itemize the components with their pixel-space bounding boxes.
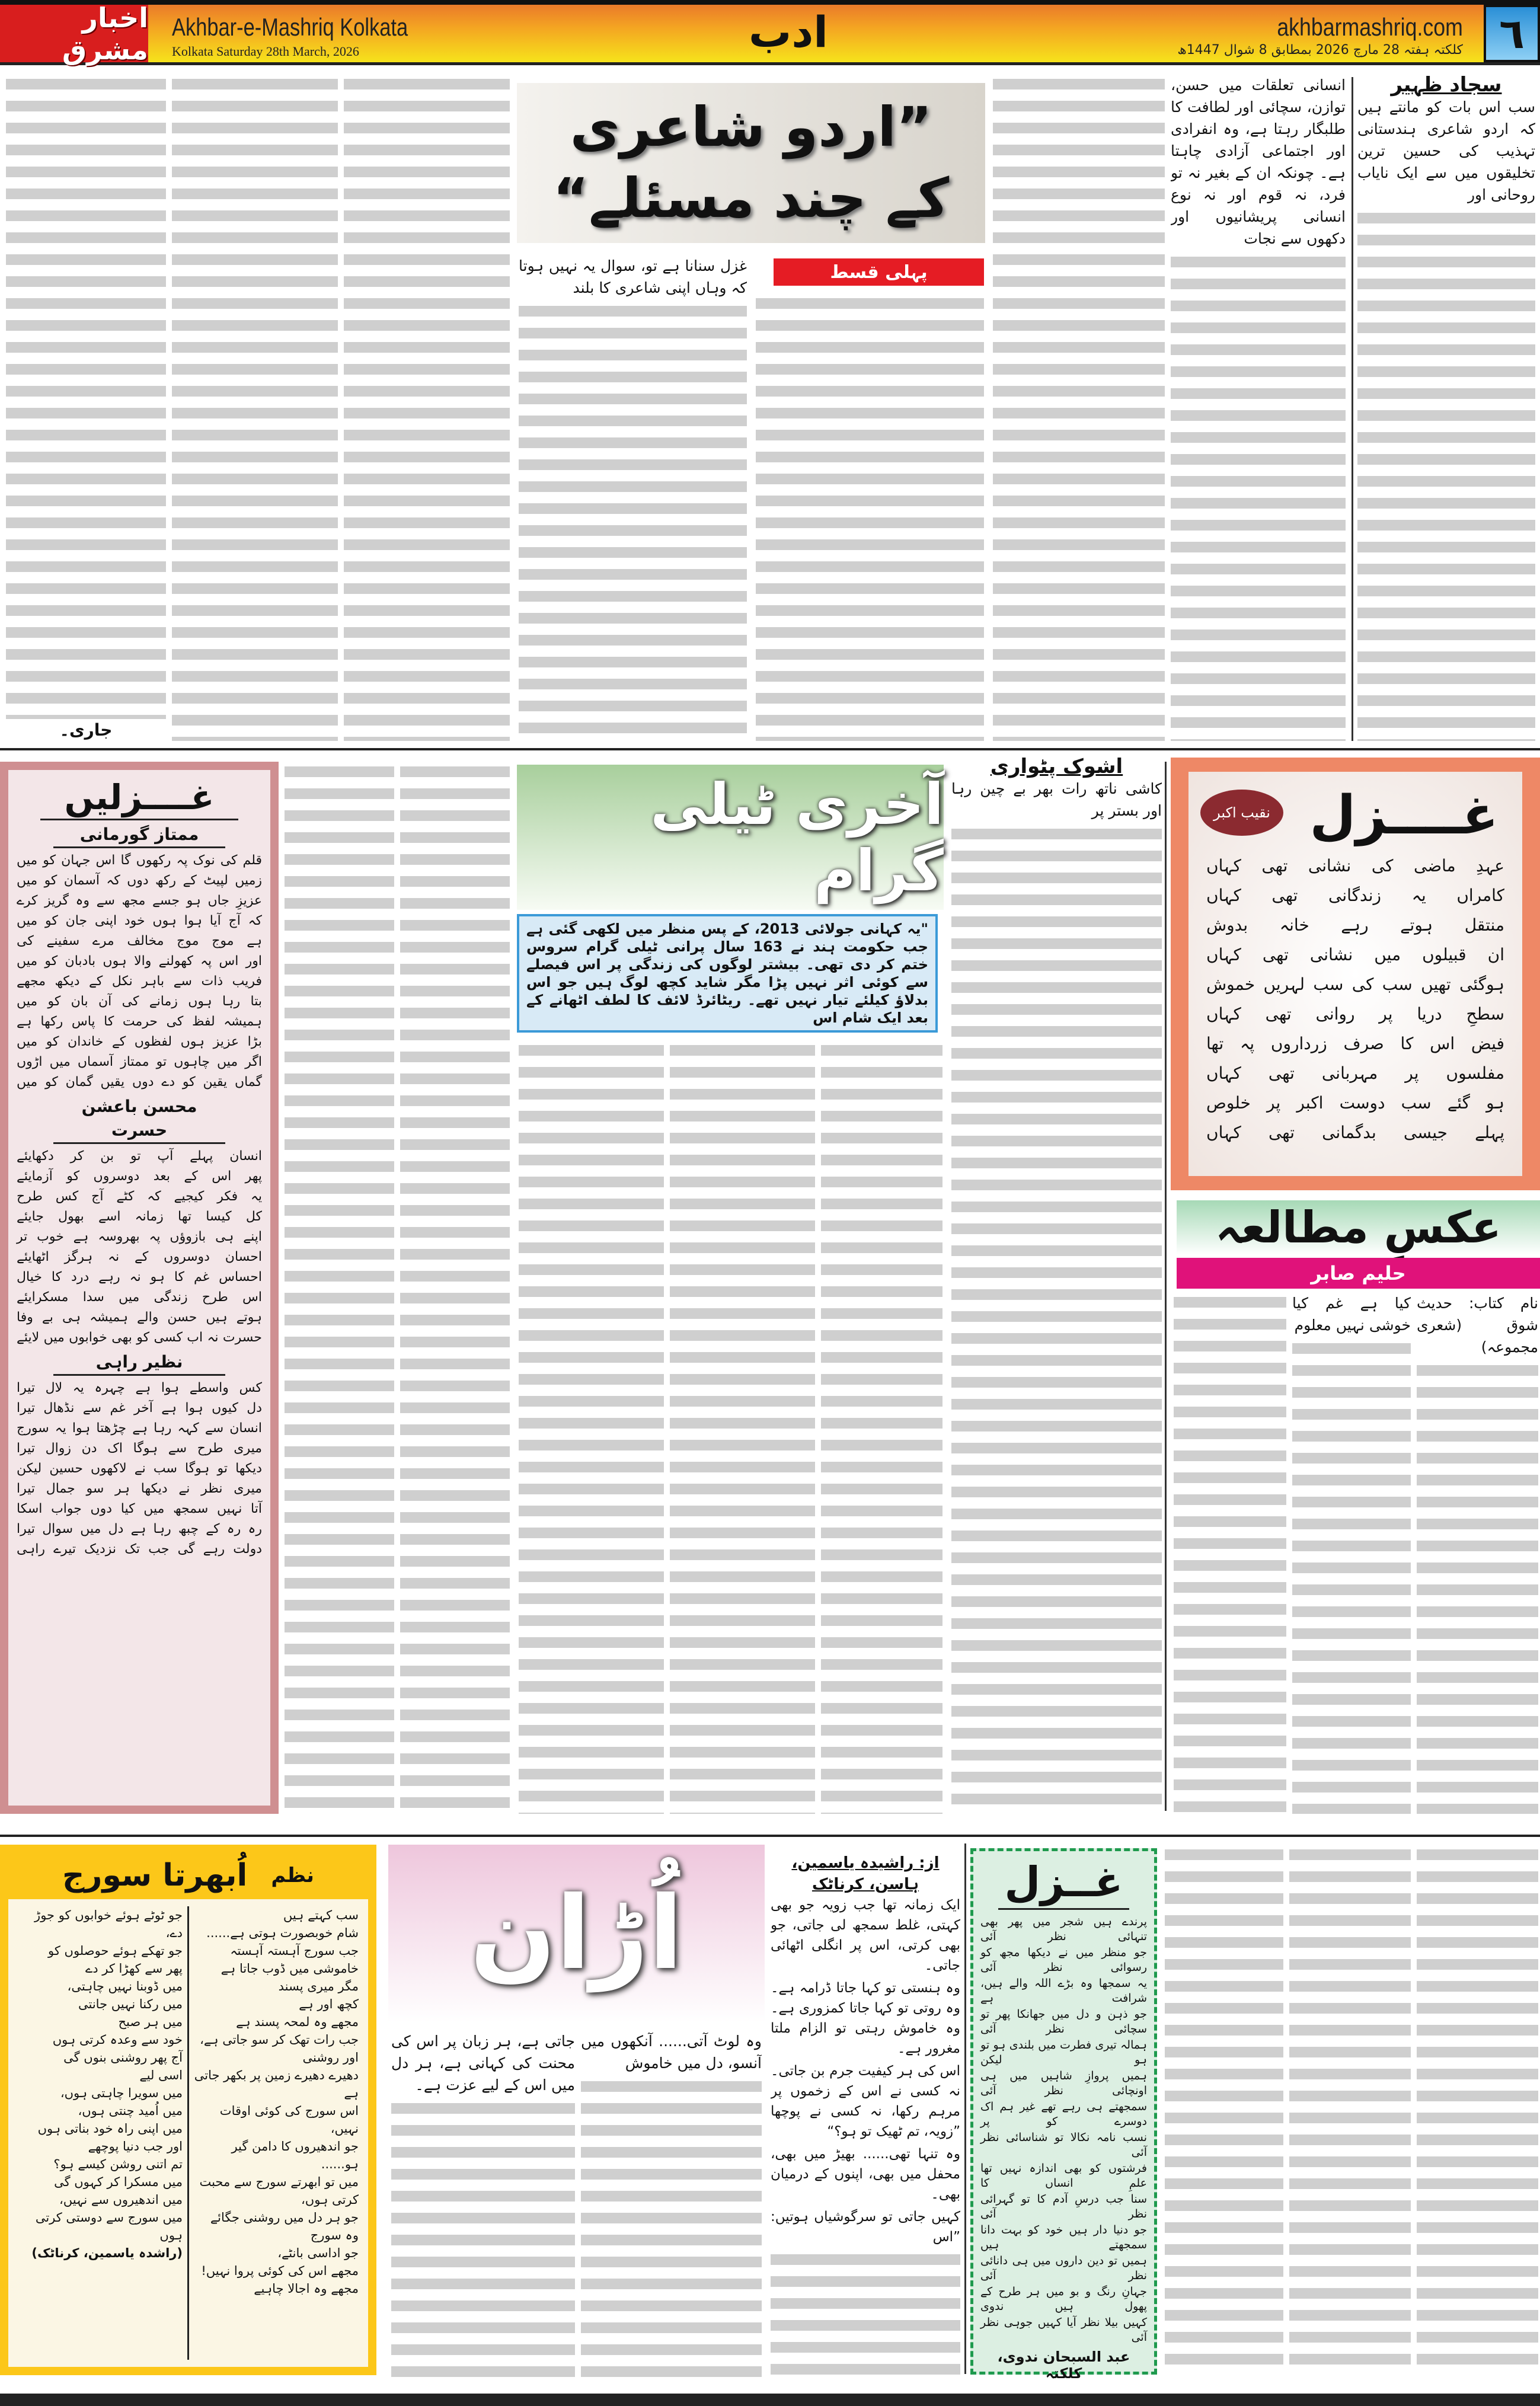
poem-line: گماں یقین کو دے دوں یقیں گمان کو میں xyxy=(17,1075,262,1089)
telegram-first-line: کاشی ناتھ رات بھر بے چین رہا اور بستر پر xyxy=(951,780,1162,819)
poem-line: جب رات تھک کر سو جاتی ہے، xyxy=(200,2033,359,2047)
text-lines xyxy=(1417,1360,1538,1814)
poem-line: تم اتنی روشن کیسے ہو؟ xyxy=(53,2157,183,2171)
poem-line: دولت رہے گی جب تک نزدیک تیرے راہی xyxy=(17,1542,262,1557)
nazm-label: نظم xyxy=(271,1864,314,1887)
aks-author: حلیم صابر xyxy=(1177,1258,1540,1289)
lead-column-6 xyxy=(344,74,510,741)
poem-line: اور اس پہ کھولنے والا ہوں بادبان کو میں xyxy=(17,954,262,969)
poem-line: مگر میری پسند xyxy=(278,1979,359,1993)
text-lines xyxy=(771,2250,960,2377)
telegram-column-3 xyxy=(519,1040,664,1814)
poet-oval: نقیب اکبر xyxy=(1200,790,1283,836)
lead-column-2 xyxy=(1171,74,1346,741)
lead-text: انسانی تعلقات میں حسن، توازن، سچائی اور لطافت کا طلبگار رہتا ہے، وہ انفرادی اور اجتماعی آزادی چاہتا ہے۔ چونکہ ان کے بغیر نہ تو فرد، نہ قوم اور نہ نوع انسانی پریشانیوں اور دکھوں سے نجات xyxy=(1171,76,1346,247)
poem-line: جب سورج آہستہ آہستہ xyxy=(230,1944,359,1958)
review-column-2 xyxy=(1292,1292,1411,1814)
lead-column-4 xyxy=(756,293,984,741)
text-lines xyxy=(756,293,984,741)
poem-line: منتقل ہوتے رہے خانہ بدوش xyxy=(1206,915,1504,935)
poem-line: احسان دوسروں کے نہ ہرگز اٹھایئے xyxy=(17,1250,262,1264)
uraan-column-2 xyxy=(391,2030,575,2377)
poem-line: دیکھا تو ہوگا سب نے لاکھوں حسین لیکن xyxy=(17,1461,262,1476)
poet-name: نظیر راہی xyxy=(53,1350,225,1376)
poem-line: اگر میں چاہوں تو ممتاز آسماں میں اڑوں xyxy=(17,1055,262,1069)
bottom-column-3 xyxy=(1165,1845,1283,2375)
poem-line: یہ فکر کیجیے کہ کٹے آج کس طرح xyxy=(17,1189,262,1204)
rashida-story xyxy=(771,1852,960,2377)
poem-line: جو ٹوٹے ہوئے خوابوں کو جوڑ دے، xyxy=(34,1908,183,1940)
telegram-column-start xyxy=(951,756,1162,1814)
poem-line: دل کیوں ہوا ہے آخر غم سے نڈھال تیرا xyxy=(17,1401,262,1416)
poem-line: جو تھکے ہوئے حوصلوں کو xyxy=(48,1944,183,1958)
text-lines xyxy=(6,74,166,719)
poem-line: جو دنیا دار ہیں خود کو بہت دانا سمجھتے ہیں xyxy=(980,2223,1147,2251)
text-lines xyxy=(172,74,338,741)
text-lines xyxy=(951,824,1162,1814)
ghazal-lines xyxy=(1206,851,1504,1148)
poem-line: اور روشنی xyxy=(302,2050,359,2065)
review-verse: کیا ہے غم کیا خوشی نہیں معلوم xyxy=(1292,1295,1411,1334)
poem-line: اس سورج کی کوئی اوقات نہیں، xyxy=(219,2104,359,2136)
poem-line: میں مسکرا کر کہوں گی xyxy=(54,2175,183,2189)
poem-line: پھر اس کے بعد دوسروں کو آزمایئے xyxy=(17,1169,262,1184)
lead-column-3 xyxy=(993,74,1165,741)
poem-line: ہمیشہ لفظ کی حرمت کا پاس رکھا ہے xyxy=(17,1014,262,1029)
poem-line: سنا جب درسِ آدم کا تو گہرائی نظر آئی xyxy=(980,2193,1147,2220)
poet-name: ممتاز گورمانی xyxy=(53,823,225,848)
poem-line: کہ آج آیا ہوا ہوں خود اپنی جان کو میں xyxy=(17,913,262,928)
story-paragraph: وہ ہنستی تو کہا جاتا ڈرامہ ہے۔ وہ روتی تو کہا جاتا کمزوری ہے۔ وہ خاموش رہتی تو الزام ملتا مغرور ہے۔ xyxy=(771,1980,960,2056)
poem-line: میں ڈوبنا نہیں چاہتی، xyxy=(67,1979,183,1993)
ghazal-box xyxy=(1171,758,1540,1190)
poem-line: خود سے وعدہ کرتی ہوں xyxy=(52,2033,183,2047)
footer-bar xyxy=(0,2394,1540,2406)
text-lines xyxy=(1174,1292,1286,1814)
story-column-a xyxy=(400,762,510,1814)
poem-line: مجھے وہ اجالا چاہیے xyxy=(254,2282,359,2296)
story-paragraph: ایک زمانہ تھا جب زویہ جو بھی کہتی، غلط سمجھ لی جاتی، جو بھی کرتی، اس پر انگلی اٹھائی جاتی۔ xyxy=(771,1897,960,1973)
ghazals-title: غــــزلیں xyxy=(40,776,238,820)
ghazal-bottom-poet: عبد السبحان ندوی، کلکتہ xyxy=(997,2349,1130,2382)
poem-line: قلم کی نوک پہ رکھوں گا اس جہان کو میں xyxy=(17,853,262,868)
poet-name: محسن باعشن حسرت xyxy=(53,1095,225,1144)
text-lines xyxy=(1417,1845,1538,2375)
text-lines xyxy=(519,301,747,741)
poem-line: مجھے وہ لمحہ پسند ہے xyxy=(236,2015,359,2029)
lead-text: غزل سنانا ہے تو، سوال یہ نہیں ہوتا کہ وہاں اپنی شاعری کا بلند xyxy=(519,257,747,296)
poem-line: نسب نامہ نکالا تو شناسائی نظر آئی xyxy=(980,2131,1147,2159)
poem-line: دھیرے دھیرے زمین پر بکھر جاتی ہے xyxy=(194,2068,359,2100)
poem-line: شام خوبصورت ہوتی ہے...... xyxy=(206,1926,359,1940)
uraan-text: وہ لوٹ آتی...... آنکھوں میں آنسو، دل میں خاموش xyxy=(581,2033,762,2072)
poem-line: ان قبیلوں میں نشانی تھی کہاں xyxy=(1206,945,1504,964)
text-lines xyxy=(1165,1845,1283,2375)
poem-line: پرندے ہیں شجر میں پھر بھی تنہائی نظر آئی xyxy=(980,1915,1147,1943)
lead-column-5 xyxy=(519,255,747,741)
section-name: ادب xyxy=(749,7,828,57)
poem-line: میں ہر صبح xyxy=(118,2015,183,2029)
poem-line: رہ رہ کے چبھ رہا ہے دل میں سوال تیرا xyxy=(17,1522,262,1536)
poem-line: ہمیں تو دین داروں میں ہی دانائی نظر آئی xyxy=(980,2254,1147,2282)
text-lines xyxy=(400,762,510,1814)
poem-line: عہدِ ماضی کی نشانی تھی کہاں xyxy=(1206,856,1504,876)
rashida-byline: از: راشیدہ یاسمین، ہاسن، کرناٹک xyxy=(791,1854,940,1893)
text-lines xyxy=(670,1040,815,1814)
poem-line: میں اپنی راہ خود بناتی ہوں xyxy=(37,2121,183,2136)
poem-line: کہیں بیلا نظر آیا کہیں جوہی نظر آئی xyxy=(980,2316,1147,2344)
poem-line: حسرت نہ اب کسی کو بھی خوابوں میں لایئے xyxy=(17,1330,262,1345)
poem-line: سب کہتے ہیں xyxy=(283,1908,359,1922)
poem-line: میں سویرا چاہتی ہوں، xyxy=(60,2086,183,2100)
poem-line: عزیزِ جاں ہو جسے مجھ سے وہ گریز کرے xyxy=(17,893,262,908)
nazm-right-column xyxy=(189,1906,363,2360)
text-lines xyxy=(993,74,1165,741)
telegram-column-2 xyxy=(670,1040,815,1814)
text-lines xyxy=(1171,252,1346,741)
poem-line: کل کیسا تھا زمانہ اسے بھول جایئے xyxy=(17,1209,262,1224)
rashida-paragraphs xyxy=(771,1895,960,2250)
english-date: Kolkata Saturday 28th March, 2026 xyxy=(172,44,359,59)
poem-line: جو ہر دل میں روشنی جگائے xyxy=(210,2210,359,2225)
uraan-column-1 xyxy=(581,2030,762,2377)
lead-column-7 xyxy=(172,74,338,741)
review-column-1 xyxy=(1417,1292,1538,1814)
poem-line: فرشتوں کو بھی اندازہ نہیں تھا علمِ انساں کا xyxy=(980,2162,1147,2190)
poem-line: جو منظر میں نے دیکھا مجھ کو رسوائی نظر آئی xyxy=(980,1946,1147,1974)
text-lines xyxy=(519,1040,664,1814)
poem-line: آج پھر روشنی بنوں گی xyxy=(63,2050,183,2065)
story-column-b xyxy=(285,762,394,1814)
ghazals-poems xyxy=(17,823,262,1560)
book-name: نام کتاب: حدیث شوق (شعری مجموعہ) xyxy=(1417,1295,1538,1356)
text-lines xyxy=(391,2098,575,2377)
poem-line: خاموشی میں ڈوب جاتا ہے xyxy=(221,1961,359,1976)
poem-line: فریب ذات سے باہر نکل کے دیکھ مجھے xyxy=(17,974,262,989)
poem-line: میں رکنا نہیں جانتی xyxy=(78,1997,183,2011)
poem-line: ہوگئی تھیں سب کی سب لہریں خموش xyxy=(1206,974,1504,994)
story-paragraph: کہیں جاتی تو سرگوشیاں ہوتیں: ”اس xyxy=(771,2209,960,2245)
poem-line: جو ذہن و دل میں جھانکا پھر تو سچائی نظر آئی xyxy=(980,2008,1147,2036)
nazm-title: اُبھرتا سورج xyxy=(62,1858,248,1893)
poem-line: میں تو ابھرتے سورج سے محبت کرتی ہوں، xyxy=(199,2175,359,2207)
column-divider xyxy=(1165,762,1167,1811)
poem-line: فیض اس کا صرف زرداروں پہ تھا xyxy=(1206,1034,1504,1053)
poem-line: سمجھتے ہی رہے تھے غیر ہم اک دوسرے کو پر xyxy=(980,2100,1147,2128)
website-link[interactable]: akhbarmashriq.com xyxy=(1277,13,1463,41)
poem-line: ہمیں پروازِ شاہیں میں ہی اونچائی نظر آئی xyxy=(980,2069,1147,2097)
poem-line: جو اندھیروں کا دامن گیر ہو...... xyxy=(231,2139,359,2171)
telegram-headline: آخری ٹیلی گرام xyxy=(517,765,944,910)
poem-line: وہ سورج xyxy=(310,2228,359,2242)
nazm-box xyxy=(0,1845,376,2375)
poem-line: پھر سے کھڑا کر دے xyxy=(85,1961,183,1976)
telegram-column-1 xyxy=(821,1040,942,1814)
poem-line: آتا نہیں سمجھ میں کیا دوں جواب اسکا xyxy=(17,1501,262,1516)
section-divider xyxy=(0,748,1540,750)
poem-line: میں سورج سے دوستی کرتی ہوں xyxy=(35,2210,183,2242)
lead-column-8 xyxy=(6,74,166,741)
lead-author: سجاد ظہیر xyxy=(1391,74,1502,97)
poem-line: جو اداسی بانٹے، xyxy=(277,2246,359,2260)
bottom-column-2 xyxy=(1289,1845,1411,2375)
poem-line: کامراں یہ زندگانی تھی کہاں xyxy=(1206,886,1504,905)
section-divider xyxy=(0,1835,1540,1837)
lead-text: سب اس بات کو مانتے ہیں کہ اردو شاعری ہندستانی تہذیب کی حسین ترین تخلیقوں میں سے ایک نایاب روحانی اور xyxy=(1357,98,1535,203)
poem-line: زمیں لپیٹ کے رکھ دوں کہ آسمان کو میں xyxy=(17,873,262,888)
poem-line: کچھ اور ہے xyxy=(299,1997,359,2011)
ghazals-box xyxy=(0,762,279,1814)
telegram-intro-box: "یہ کہانی جولائی 2013، کے پس منظر میں لکھی گئی ہے جب حکومت ہند نے 163 سال پرانی ٹیلی گرام سروس ختم کر دی تھی۔ بیشتر لوگوں کی زندگی پر اس فیصلے سے کوئی اثر نہیں پڑا مگر شاید کچھ لوگ ہیں جو اس بدلاؤ کیلئے تیار نہیں تھے۔ ریٹائرڈ لائف کا لطف اٹھانے کے بعد ایک شام اس xyxy=(517,914,938,1033)
poem-line: سطحِ دریا پر روانی تھی کہاں xyxy=(1206,1004,1504,1024)
poem-line: اس طرح زندگی میں سدا مسکرایئے xyxy=(17,1290,262,1305)
poem-line: جہانِ رنگ و بو میں ہر طرح کے پھول ہیں ندوی xyxy=(980,2285,1147,2313)
telegram-author: اشوک پٹواری xyxy=(990,756,1123,778)
poem-credit: (راشدہ یاسمین، کرناٹک) xyxy=(31,2246,183,2260)
review-column-3 xyxy=(1174,1292,1286,1814)
uraan-text: جاتی ہے، ہر زبان پر اس کی محنت کی کہانی ہے، ہر دل میں اس کے لیے عزت ہے۔ xyxy=(391,2033,575,2094)
poem-line: میں اُمید چنتی ہوں، xyxy=(78,2104,183,2118)
poem-line: انسان پہلے آپ تو بن کر دکھایئے xyxy=(17,1149,262,1164)
lead-column-1 xyxy=(1357,74,1535,741)
text-lines xyxy=(821,1040,942,1814)
page-number: ٦ xyxy=(1484,5,1540,62)
bottom-column-1 xyxy=(1417,1845,1538,2375)
text-lines xyxy=(581,2076,762,2377)
poem-line: میری طرح سے ہوگا اک دن زوال تیرا xyxy=(17,1441,262,1456)
poem-line: بڑا عزیز ہوں لفظوں کے خاندان کو میں xyxy=(17,1034,262,1049)
nazm-left-column xyxy=(13,1906,187,2360)
story-paragraph: وہ تنہا تھی...... بھیڑ میں بھی، محفل میں بھی، اپنوں کے درمیان بھی۔ xyxy=(771,2146,960,2202)
column-divider xyxy=(1352,77,1353,741)
poem-line: مفلسوں پر مہربانی تھی کہاں xyxy=(1206,1063,1504,1083)
text-lines xyxy=(285,762,394,1814)
poem-line: مجھے اس کی کوئی پروا نہیں! xyxy=(201,2264,359,2278)
story-paragraph: اس کی ہر کیفیت جرم بن جاتی۔ نہ کسی نے اس کے زخموں پر مرہم رکھا، نہ کسی نے پوچھا ”زویہ، تم ٹھیک تو ہو؟“ xyxy=(771,2063,960,2139)
column-divider xyxy=(964,1843,966,2374)
text-lines xyxy=(344,74,510,741)
aks-e-mutala-title: عکسِ مطالعہ xyxy=(1177,1200,1540,1255)
masthead xyxy=(0,0,1540,65)
urdu-date: کلکتہ ہفتہ 28 مارچ 2026 بمطابق 8 شوال 1447ھ xyxy=(1177,43,1463,57)
part-label: پہلی قسط xyxy=(774,258,984,286)
ghazal-title: غــــزل xyxy=(1309,784,1499,846)
poem-line: بتا رہا ہوں زمانے کی آن بان کو میں xyxy=(17,994,262,1009)
poem-line: انسان سے کہہ رہا ہے چڑھتا ہوا یہ سورج xyxy=(17,1421,262,1436)
poem-line: کس واسطے ہوا ہے چہرہ یہ لال تیرا xyxy=(17,1381,262,1395)
poem-line: احساس غم کا ہو نہ رہے درد کا خیال xyxy=(17,1270,262,1285)
text-lines xyxy=(1289,1845,1411,2375)
poem-line: ہوتے ہیں حسن والے ہمیشہ ہی بے وفا xyxy=(17,1310,262,1325)
poem-line: پہلے جیسی بدگمانی تھی کہاں xyxy=(1206,1123,1504,1142)
poem-line: اپنے ہی بازوؤں پہ بھروسہ ہے خوب تر xyxy=(17,1229,262,1244)
poem-line: اور جب دنیا پوچھے xyxy=(88,2139,183,2153)
newspaper-logo: اخبار مشرق xyxy=(0,5,148,62)
poem-line: ہو گئے سب دوست اکبر پر خلوص xyxy=(1206,1093,1504,1113)
poem-line: ہمالہ تیری فطرت میں بلندی ہو تو ہو لیکن xyxy=(980,2038,1147,2066)
text-lines xyxy=(1292,1338,1411,1814)
english-title: Akhbar-e-Mashriq Kolkata xyxy=(172,13,408,41)
poem-line: یہ سمجھا وہ بڑے اللہ والے ہیں، شرافت ہے xyxy=(980,1977,1147,2005)
poem-line: ہے موج موج مخالف مرے سفینے کی xyxy=(17,934,262,948)
ghazal-bottom-title: غــزل xyxy=(998,1856,1129,1910)
lead-headline: ”اردو شاعری کے چند مسئلے“ xyxy=(517,83,985,243)
poem-line: میری نظر نے دیکھا ہر سو جمال تیرا xyxy=(17,1481,262,1496)
uraan-headline: اُڑان xyxy=(388,1845,765,2022)
poem-line: میں اندھیروں سے نہیں، xyxy=(59,2193,183,2207)
column-divider xyxy=(187,1906,189,2360)
ghazal-bottom-lines xyxy=(980,1915,1147,2345)
text-lines xyxy=(1357,208,1535,741)
continued-label: جاری۔ xyxy=(59,720,113,740)
poem-line: اسی لیے xyxy=(139,2068,183,2082)
ghazal-bottom-box xyxy=(970,1848,1157,2382)
